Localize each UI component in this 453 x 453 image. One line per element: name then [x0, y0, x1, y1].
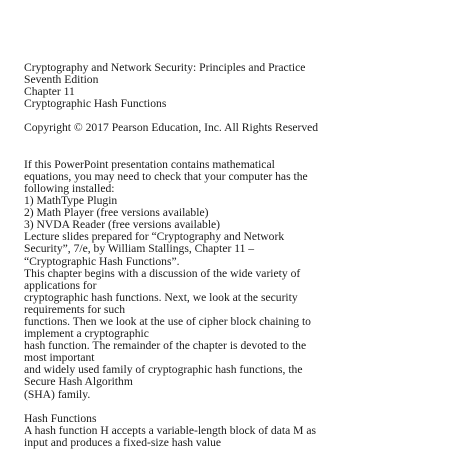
- spacer: [24, 401, 444, 413]
- intro-line: This chapter begins with a discussion of the wide variety of: [24, 266, 301, 280]
- intro-line: requirements for such: [24, 302, 126, 316]
- intro-line: cryptographic hash functions. Next, we look at the security: [24, 290, 298, 304]
- intro-line: Security”, 7/e, by William Stallings, Chapter 11 –: [24, 242, 255, 256]
- notice-line: following installed:: [24, 181, 115, 195]
- copyright-notice: Copyright © 2017 Pearson Education, Inc. All Rights Reserved: [24, 121, 319, 135]
- intro-line: applications for: [24, 278, 97, 292]
- book-title: Cryptography and Network Security: Principles and Practice: [24, 61, 306, 74]
- intro-line: functions. Then we look at the use of cipher block chaining to: [24, 314, 311, 328]
- intro-line: Lecture slides prepared for “Cryptography and Network: [24, 230, 285, 244]
- intro-line: most important: [24, 351, 95, 365]
- chapter-title: Cryptographic Hash Functions: [24, 97, 167, 111]
- edition: Seventh Edition: [24, 73, 99, 87]
- intro-line: (SHA) family.: [24, 387, 91, 401]
- requirement-item: 1) MathType Plugin: [24, 194, 118, 208]
- notice-line: equations, you may need to check that your computer has the: [24, 169, 308, 183]
- requirement-item: 3) NVDA Reader (free versions available): [24, 218, 221, 232]
- intro-line: hash function. The remainder of the chapter is devoted to the: [24, 339, 307, 353]
- intro-line: Secure Hash Algorithm: [24, 375, 133, 389]
- section-line: A hash function H accepts a variable-length block of data M as: [24, 423, 317, 437]
- notice-line: If this PowerPoint presentation contains mathematical: [24, 157, 275, 171]
- spacer: [24, 135, 444, 159]
- requirement-item: 2) Math Player (free versions available): [24, 206, 209, 220]
- chapter-number: Chapter 11: [24, 85, 75, 99]
- intro-line: implement a cryptographic: [24, 327, 149, 341]
- intro-line: “Cryptographic Hash Functions”.: [24, 254, 180, 268]
- section-line: input and produces a fixed-size hash value: [24, 435, 222, 449]
- intro-line: and widely used family of cryptographic hash functions, the: [24, 363, 303, 377]
- document-text: [24, 62, 444, 449]
- section-heading: Hash Functions: [24, 411, 97, 425]
